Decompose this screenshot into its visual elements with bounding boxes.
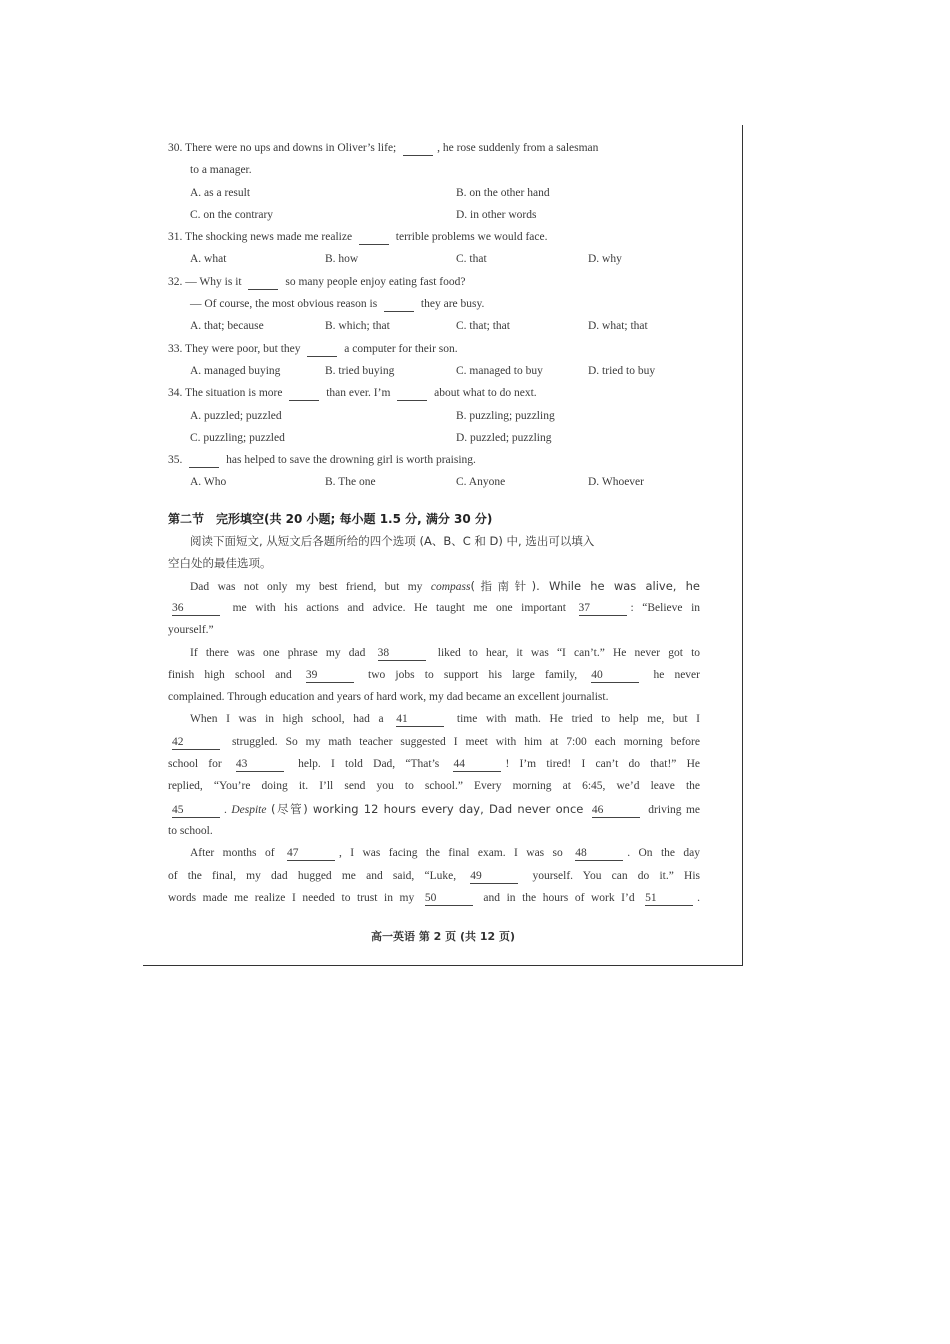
cloze-blank-51: 51 <box>645 891 693 906</box>
answer-blank <box>189 453 219 468</box>
question-34-stem: 34. The situation is more than ever. I’m about what to do next. <box>168 387 537 400</box>
passage-line: 42 struggled. So my math teacher suggested I meet with him at 7:00 each morning before <box>172 735 700 748</box>
question-33-options <box>168 360 700 382</box>
question-30-stem: 30. There were no ups and downs in Oliver’s life; , he rose suddenly from a salesman <box>168 142 599 154</box>
answer-blank <box>397 386 427 401</box>
passage-line: yourself.” <box>168 624 214 637</box>
question-32-options <box>168 315 700 337</box>
passage-line: replied, “You’re doing it. I’ll send you to school.” Every morning at 6:45, we’d leave the <box>168 780 700 793</box>
option: D. in other words <box>456 208 537 221</box>
option: D. what; that <box>588 320 648 333</box>
answer-blank <box>248 275 278 290</box>
cloze-blank-50: 50 <box>425 891 473 906</box>
question-30-stem-cont: to a manager. <box>190 164 252 177</box>
answer-blank <box>307 342 337 357</box>
option: A. what <box>190 253 227 266</box>
page-content <box>168 137 700 909</box>
passage-line: finish high school and 39 two jobs to support his large family, 40 he never <box>168 668 700 681</box>
option: D. tried to buy <box>588 364 656 377</box>
passage-line: to school. <box>168 824 213 837</box>
option: C. that; that <box>456 320 510 333</box>
cloze-blank-44: 44 <box>453 757 501 772</box>
option: C. that <box>456 253 487 266</box>
section-instructions-cont: 空白处的最佳选项。 <box>168 556 272 571</box>
passage-line: When I was in high school, had a 41 time with math. He tried to help me, but I <box>190 713 701 726</box>
answer-blank <box>359 230 389 245</box>
answer-blank <box>384 297 414 312</box>
option: B. how <box>325 253 359 266</box>
question-34-options-row1 <box>168 405 700 427</box>
passage-line: Dad was not only my best friend, but my compass(指南针). While he was alive, he <box>190 578 700 593</box>
option: B. puzzling; puzzling <box>456 409 555 422</box>
cloze-blank-47: 47 <box>287 846 335 861</box>
option: C. managed to buy <box>456 364 543 377</box>
passage-line: of the final, my dad hugged me and said, “Luke, 49 yourself. You can do it.” His <box>168 869 700 882</box>
cloze-blank-42: 42 <box>172 735 220 750</box>
cloze-blank-40: 40 <box>591 668 639 683</box>
passage-line: 45 . Despite (尽管) working 12 hours every day, Dad never once 46 driving me <box>172 801 701 816</box>
page-footer: 高一英语 第 2 页 (共 12 页) <box>371 930 515 943</box>
cloze-blank-48: 48 <box>575 846 623 861</box>
cloze-blank-45: 45 <box>172 803 220 818</box>
cloze-blank-41: 41 <box>396 712 444 727</box>
option: B. on the other hand <box>456 186 550 199</box>
question-31-options <box>168 248 700 270</box>
question-33-stem: 33. They were poor, but they a computer for their son. <box>168 342 458 355</box>
question-31-stem: 31. The shocking news made me realize terrible problems we would face. <box>168 231 548 244</box>
option: A. managed buying <box>190 364 281 377</box>
passage-line: 36 me with his actions and advice. He taught me one important 37 : “Believe in <box>172 601 701 614</box>
question-32-stem: 32. — Why is it so many people enjoy eating fast food? <box>168 275 466 288</box>
page-border-bottom <box>143 965 743 966</box>
cloze-blank-46: 46 <box>592 803 640 818</box>
cloze-blank-49: 49 <box>470 869 518 884</box>
question-30-options-row1 <box>168 182 700 204</box>
option: C. on the contrary <box>190 208 274 221</box>
option: A. puzzled; puzzled <box>190 409 282 422</box>
passage-line: If there was one phrase my dad 38 liked to hear, it was “I can’t.” He never got to <box>190 646 701 659</box>
answer-blank <box>403 141 433 156</box>
option: B. tried buying <box>325 364 395 377</box>
answer-blank <box>289 386 319 401</box>
passage-line: words made me realize I needed to trust in my 50 and in the hours of work I’d 51 . <box>168 891 701 904</box>
cloze-blank-39: 39 <box>306 668 354 683</box>
cloze-blank-37: 37 <box>579 601 627 616</box>
option: C. Anyone <box>456 476 506 489</box>
question-32-stem-cont: — Of course, the most obvious reason is they are busy. <box>190 298 485 311</box>
option: A. that; because <box>190 320 264 333</box>
question-35-options <box>168 471 700 493</box>
question-30-options-row2 <box>168 204 700 226</box>
section-heading: 第二节 完形填空(共 20 小题; 每小题 1.5 分, 满分 30 分) <box>168 511 493 526</box>
cloze-blank-38: 38 <box>378 646 426 661</box>
question-35-stem: 35. has helped to save the drowning girl is worth praising. <box>168 454 476 467</box>
option: A. Who <box>190 476 227 489</box>
passage-line: After months of 47 , I was facing the final exam. I was so 48 . On the day <box>190 847 701 860</box>
option: D. Whoever <box>588 476 644 489</box>
option: B. The one <box>325 476 376 489</box>
section-instructions: 阅读下面短文, 从短文后各题所给的四个选项 (A、B、C 和 D) 中, 选出可以填入 <box>190 534 595 549</box>
option: B. which; that <box>325 320 390 333</box>
option: D. puzzled; puzzling <box>456 431 552 444</box>
page-border-right <box>742 125 743 965</box>
cloze-blank-36: 36 <box>172 601 220 616</box>
question-34-options-row2 <box>168 427 700 449</box>
passage-line: complained. Through education and years of hard work, my dad became an excellent journalist. <box>168 691 609 704</box>
option: C. puzzling; puzzled <box>190 431 285 444</box>
option: A. as a result <box>190 186 251 199</box>
passage-line: school for 43 help. I told Dad, “That’s 44 ! I’m tired! I can’t do that!” He <box>168 758 701 771</box>
option: D. why <box>588 253 622 266</box>
cloze-blank-43: 43 <box>236 757 284 772</box>
